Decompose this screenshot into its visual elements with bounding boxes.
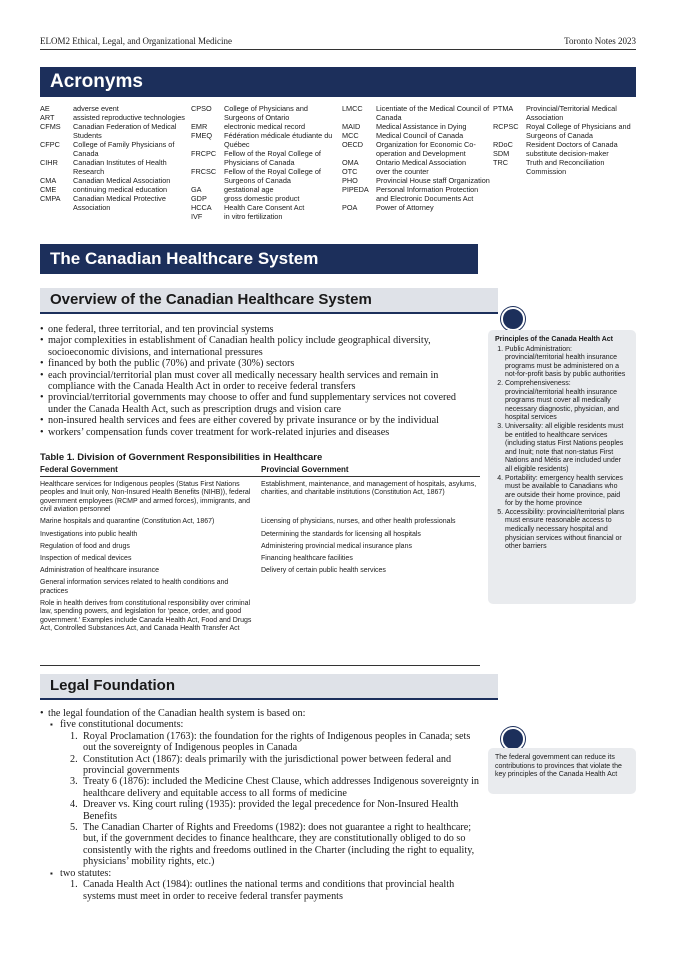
principles-icon — [501, 307, 525, 331]
acronym-key: AE — [40, 104, 50, 113]
provincial-cell: Administering provincial medical insurance plans — [261, 542, 412, 550]
constitutional-doc — [40, 754, 480, 777]
acronym-row — [342, 167, 492, 176]
statute-item — [40, 879, 480, 902]
legal-sub-constitutional: ▪ five constitutional documents: — [40, 719, 480, 730]
acronym-key: CMA — [40, 176, 57, 185]
federal-box-text: The federal government can reduce its contributions to provinces that violate the key principles of the Canada Health Act — [495, 754, 622, 779]
item-number: 3. — [70, 776, 78, 788]
overview-bullet: • major complexities in establishment of Canadian health policy include geographical diversity, socioeconomic divisions, and international pressures — [40, 335, 480, 358]
header-left: ELOM2 Ethical, Legal, and Organizational Medicine — [40, 36, 233, 46]
doc-text: Constitution Act (1867): deals primarily with the jurisdictional power between federal and provincial governments — [83, 753, 452, 777]
item-number: 4. — [70, 799, 78, 811]
principle-item: 1. Public Administration: provincial/territorial health insurance programs must be administered on a not-for-profit basis by public authorities — [505, 346, 629, 380]
acronym-row — [493, 122, 638, 140]
acronym-key: RDoC — [493, 140, 513, 149]
acronym-definition: Personal Information Protection and Electronic Documents Act — [376, 185, 479, 203]
acronym-definition: assisted reproductive technologies — [73, 113, 185, 122]
federal-box — [488, 748, 636, 794]
acronym-row — [342, 203, 492, 212]
acronym-row — [40, 140, 185, 158]
acronym-row — [191, 104, 339, 122]
acronym-key: IVF — [191, 212, 203, 221]
table-row — [40, 600, 480, 634]
acronym-row — [40, 113, 185, 122]
table1-col-provincial: Provincial Government — [261, 465, 349, 474]
provincial-cell: Establishment, maintenance, and management of hospitals, asylums, charities, and charitable institutions (Constitution Act, 1867) — [261, 480, 477, 497]
acronym-row — [342, 122, 492, 131]
federal-cell: General information services related to health conditions and practices — [40, 578, 229, 595]
constitutional-doc — [40, 799, 480, 822]
provincial-cell — [261, 600, 480, 634]
acronym-definition: College of Family Physicians of Canada — [73, 140, 175, 158]
table-row — [40, 543, 480, 552]
overview-bullets — [40, 324, 480, 438]
provincial-cell: Delivery of certain public health services — [261, 566, 386, 574]
acronym-row — [342, 104, 492, 122]
acronym-row — [493, 140, 638, 149]
principles-title: Principles of the Canada Health Act — [495, 336, 613, 343]
acronym-row — [493, 158, 638, 176]
acronym-definition: Canadian Federation of Medical Students — [73, 122, 177, 140]
acronym-row — [40, 104, 185, 113]
provincial-cell: Financing healthcare facilities — [261, 554, 353, 562]
acronym-row — [40, 185, 185, 194]
statutes-list — [40, 879, 480, 902]
federal-cell: Role in health derives from constitutional responsibility over criminal law, spending powers, and legislation for ‘peace, order, and good government.’ Examples include Canada Health Act, Food and Drugs Act, Controlled Substances Act, and Canada Health Transfer Act — [40, 599, 252, 633]
overview-bullet: • financed by both the public (70%) and private (30%) sectors — [40, 358, 480, 369]
principle-item: 4. Portability: emergency health services must be available to Canadians who are outside their home province, paid for by the home province — [505, 475, 629, 509]
acronym-definition: over the counter — [376, 167, 429, 176]
principles-list — [495, 346, 629, 552]
acronym-definition: Fédération médicale étudiante du Québec — [224, 131, 333, 149]
item-number: 1. — [70, 730, 78, 742]
acronym-key: CFPC — [40, 140, 60, 149]
acronym-key: OTC — [342, 167, 358, 176]
item-number: 1. — [70, 879, 78, 891]
acronym-row — [191, 122, 339, 131]
acronym-definition: College of Physicians and Surgeons of Ontario — [224, 104, 308, 122]
acronym-row — [342, 158, 492, 167]
acronym-row — [493, 149, 638, 158]
acronym-row — [342, 140, 492, 158]
acronym-row — [40, 158, 185, 176]
doc-text: Royal Proclamation (1763): the foundation for the rights of Indigenous peoples in Canada; sets out the sovereignty of Indigenous peoples in Canada — [83, 730, 471, 754]
acronym-definition: Truth and Reconciliation Commission — [526, 158, 605, 176]
constitutional-doc — [40, 822, 480, 868]
acronym-key: CFMS — [40, 122, 61, 131]
legal-title: Legal Foundation — [40, 674, 498, 700]
acronym-key: CIHR — [40, 158, 58, 167]
provincial-cell: Licensing of physicians, nurses, and other health professionals — [261, 518, 456, 526]
acronym-definition: Health Care Consent Act — [224, 203, 305, 212]
acronym-definition: Fellow of the Royal College of Surgeons of Canada — [224, 167, 321, 185]
acronym-definition: Canadian Institutes of Health Research — [73, 158, 167, 176]
acronym-key: CPSO — [191, 104, 212, 113]
acronym-row — [191, 212, 339, 221]
table-row — [40, 579, 480, 596]
acronym-column-4 — [493, 104, 638, 176]
item-number: 5. — [70, 822, 78, 834]
acronym-row — [40, 194, 185, 212]
header-right: Toronto Notes 2023 — [564, 36, 636, 46]
acronym-definition: Fellow of the Royal College of Physicians of Canada — [224, 149, 321, 167]
acronym-key: POA — [342, 203, 358, 212]
legal-sub-statutes: ▪ two statutes: — [40, 868, 480, 879]
doc-text: Treaty 6 (1876): included the Medicine Chest Clause, which addresses Indigenous sovereignty in healthcare delivery and equitable access to all forms of medicine — [83, 776, 480, 799]
overview-bullet: • non-insured health services and fees are either covered by private insurance or by the individual — [40, 415, 480, 426]
acronym-column-3 — [342, 104, 492, 212]
acronym-row — [493, 104, 638, 122]
acronym-key: PTMA — [493, 104, 514, 113]
acronym-row — [40, 122, 185, 140]
table1 — [40, 466, 480, 638]
acronym-definition: continuing medical education — [73, 185, 168, 194]
acronym-definition: Organization for Economic Co-operation and Development — [376, 140, 476, 158]
table-row — [40, 567, 480, 576]
acronym-key: MAID — [342, 122, 361, 131]
acronym-definition: electronic medical record — [224, 122, 306, 131]
acronym-key: ART — [40, 113, 55, 122]
acronym-definition: Medical Assistance in Dying — [376, 122, 467, 131]
table-row — [40, 481, 480, 515]
federal-cell: Inspection of medical devices — [40, 554, 132, 562]
constitutional-doc — [40, 776, 480, 799]
table1-caption: Table 1. Division of Government Responsibilities in Healthcare — [40, 452, 323, 463]
acronym-definition: Provincial House staff Organization — [376, 176, 490, 185]
item-number: 2. — [70, 753, 78, 765]
acronym-definition: Licentiate of the Medical Council of Canada — [376, 104, 490, 122]
principle-item: 3. Universality: all eligible residents must be entitled to healthcare services (including status First Nations peoples and Inuit; note that non-status First Nations and Métis are included under all eligible residents) — [505, 423, 629, 475]
acronym-key: PHO — [342, 176, 358, 185]
acronym-key: MCC — [342, 131, 359, 140]
statute-text: Canada Health Act (1984): outlines the national terms and conditions that provincial health systems must meet in order to receive federal transfer payments — [83, 879, 455, 902]
principle-item: 2. Comprehensiveness: provincial/territorial health insurance programs must cover all medically necessary diagnostic, physician, and hospital services — [505, 380, 629, 423]
overview-bullet: • provincial/territorial governments may choose to offer and fund supplementary services not covered under the Canada Health Act, such as prescription drugs and vision care — [40, 392, 480, 415]
federal-cell: Regulation of food and drugs — [40, 542, 130, 550]
acronym-key: RCPSC — [493, 122, 519, 131]
acronym-definition: gestational age — [224, 185, 274, 194]
acronym-definition: in vitro fertilization — [224, 212, 283, 221]
provincial-cell: Determining the standards for licensing all hospitals — [261, 530, 421, 538]
acronym-row — [342, 131, 492, 140]
overview-bullet: • workers’ compensation funds cover treatment for work-related injuries and diseases — [40, 427, 480, 438]
acronym-definition: Canadian Medical Association — [73, 176, 171, 185]
acronym-key: FRCPC — [191, 149, 217, 158]
doc-text: Dreaver vs. King court ruling (1935): provided the legal precedence for Non-Insured Health Benefits — [83, 799, 459, 822]
acronym-definition: Provincial/Territorial Medical Association — [526, 104, 617, 122]
table1-header — [40, 466, 480, 477]
acronym-key: PIPEDA — [342, 185, 369, 194]
table-row — [40, 555, 480, 564]
table1-bottom-rule — [40, 665, 480, 666]
acronym-key: EMR — [191, 122, 208, 131]
federal-cell: Investigations into public health — [40, 530, 138, 538]
acronyms-title: Acronyms — [40, 67, 636, 97]
acronym-definition: gross domestic product — [224, 194, 300, 203]
acronym-row — [40, 176, 185, 185]
acronym-key: SDM — [493, 149, 510, 158]
acronym-key: LMCC — [342, 104, 363, 113]
table-row — [40, 531, 480, 540]
acronym-row — [191, 167, 339, 185]
acronym-key: CMPA — [40, 194, 61, 203]
provincial-cell — [261, 579, 480, 596]
running-header — [40, 36, 636, 50]
acronym-key: OMA — [342, 158, 359, 167]
acronym-row — [342, 176, 492, 185]
overview-bullet: • each provincial/territorial plan must cover all medically necessary health services and remain in compliance with the Canada Health Act in order to receive federal transfers — [40, 370, 480, 393]
acronym-key: GDP — [191, 194, 207, 203]
acronym-key: FMEQ — [191, 131, 213, 140]
acronym-definition: Royal College of Physicians and Surgeons of Canada — [526, 122, 631, 140]
doc-text: The Canadian Charter of Rights and Freedoms (1982): does not guarantee a right to healthcare; but, if the government decides to finance healthcare, they are constitutionally obliged to do so consistently with the rights and freedoms outlined in the Charter (including the right to equality, physicians’ mobility rights, etc.) — [83, 822, 475, 868]
federal-cell: Healthcare services for Indigenous peoples (Status First Nations peoples and Inuit only, Non-Insured Health Benefits (NIHB)), federal government employees (RCMP and armed forces), immigrants, and civil aviation personnel — [40, 480, 251, 514]
acronym-column-1 — [40, 104, 185, 212]
acronym-column-2 — [191, 104, 339, 221]
principles-box — [488, 330, 636, 604]
table1-col-federal: Federal Government — [40, 465, 118, 474]
acronym-definition: Medical Council of Canada — [376, 131, 464, 140]
principle-item: 5. Accessibility: provincial/territorial plans must ensure reasonable access to medically necessary hospital and physician services without financial or other barriers — [505, 509, 629, 552]
constitutional-docs — [40, 731, 480, 868]
federal-cell: Administration of healthcare insurance — [40, 566, 160, 574]
acronym-row — [191, 185, 339, 194]
acronym-definition: Power of Attorney — [376, 203, 434, 212]
acronym-key: OECD — [342, 140, 364, 149]
acronym-row — [191, 194, 339, 203]
table-row — [40, 518, 480, 527]
acronym-key: CME — [40, 185, 57, 194]
acronym-definition: adverse event — [73, 104, 119, 113]
acronym-definition: Ontario Medical Association — [376, 158, 467, 167]
constitutional-doc — [40, 731, 480, 754]
acronym-definition: Canadian Medical Protective Association — [73, 194, 166, 212]
overview-title: Overview of the Canadian Healthcare System — [40, 288, 498, 314]
acronym-key: GA — [191, 185, 202, 194]
acronym-definition: Resident Doctors of Canada — [526, 140, 618, 149]
federal-cell: Marine hospitals and quarantine (Constitution Act, 1867) — [40, 518, 215, 526]
legal-intro: • the legal foundation of the Canadian health system is based on: — [40, 708, 480, 719]
table1-body — [40, 481, 480, 634]
acronym-definition: substitute decision-maker — [526, 149, 609, 158]
legal-content — [40, 708, 480, 902]
acronym-row — [342, 185, 492, 203]
acronym-key: HCCA — [191, 203, 212, 212]
acronym-key: FRCSC — [191, 167, 217, 176]
acronym-row — [191, 149, 339, 167]
section-title: The Canadian Healthcare System — [40, 244, 478, 274]
acronym-row — [191, 131, 339, 149]
overview-bullet: • one federal, three territorial, and ten provincial systems — [40, 324, 480, 335]
acronym-key: TRC — [493, 158, 508, 167]
acronym-row — [191, 203, 339, 212]
